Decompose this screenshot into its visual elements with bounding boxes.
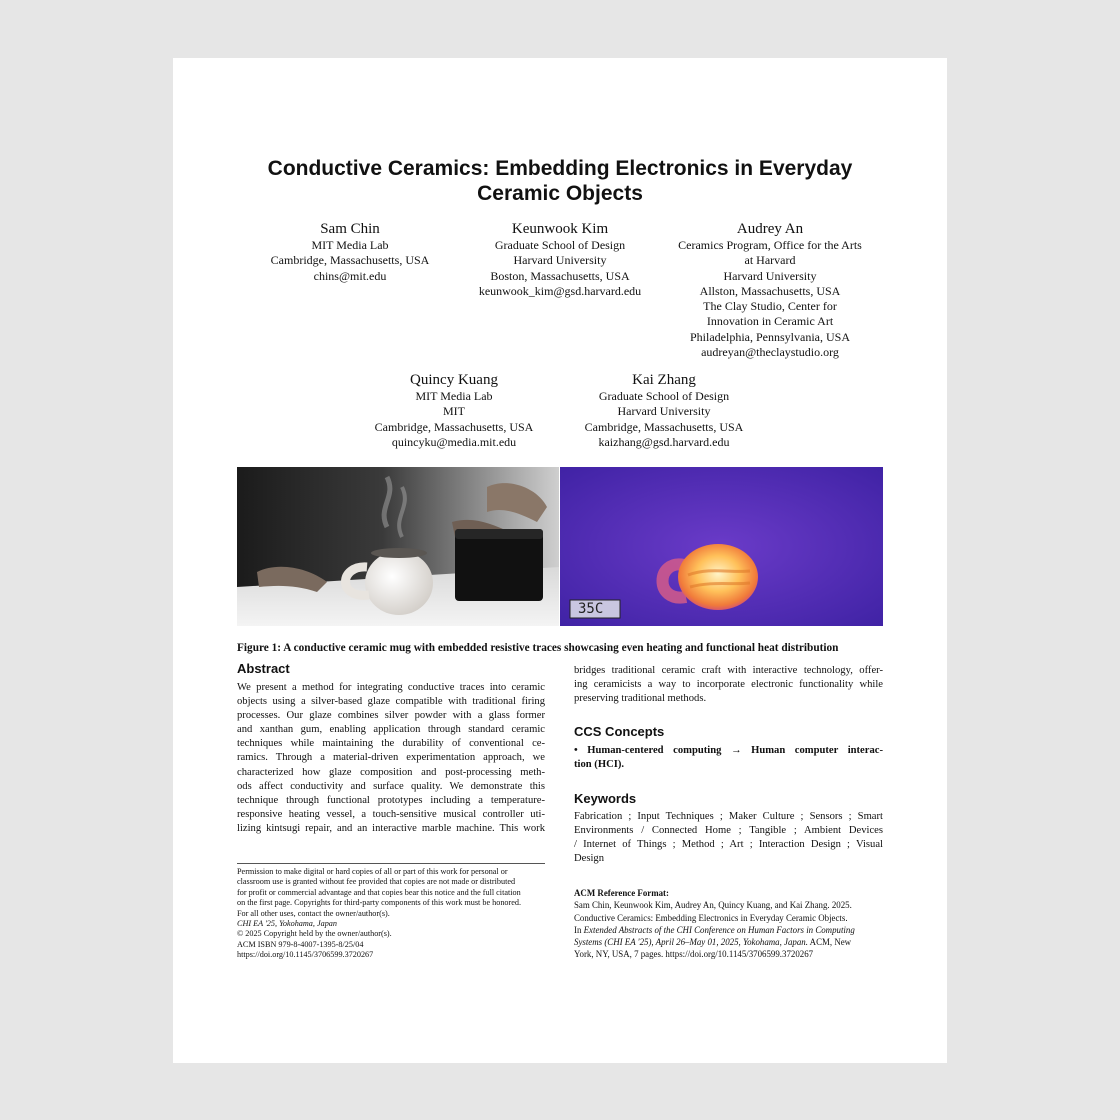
permission-line: Permission to make digital or hard copies of all or part of this work for personal or [237, 867, 508, 876]
photo-mug-steam [237, 467, 559, 626]
doi-link[interactable]: https://doi.org/10.1145/3706599.3720267 [237, 950, 374, 960]
reference-line [574, 924, 886, 936]
reference-venue: Extended Abstracts of the CHI Conference on Human Factors in Computing [583, 924, 855, 935]
keywords-heading: Keywords [574, 791, 637, 806]
abstract-line: preserving traditional methods. [574, 693, 707, 705]
author-email: quincyku@media.mit.edu [391, 434, 517, 449]
author-affiliation: MIT Media Lab [311, 238, 389, 252]
abstract-line: ods affect conductivity and surface quality. We demonstrate this [237, 780, 545, 792]
copyright: © 2025 Copyright held by the owner/author(s). [237, 929, 392, 939]
author-name: Audrey An [736, 221, 804, 237]
author-affiliation: The Clay Studio, Center for [703, 299, 837, 314]
abstract-line: ing ceramicists a way to incorporate electronic functionality while [574, 679, 883, 691]
abstract-line: responsive heating vessel, a touch-sensitive musical controller uti- [237, 808, 545, 820]
keywords-line: Environments / Connected Home ; Tangible ; Ambient Devices [574, 825, 883, 837]
abstract-line: ramics. Through a material-driven experimentation approach, we [237, 752, 545, 764]
abstract-line: lizing kintsugi repair, and an interactive marble machine. This work [237, 822, 545, 834]
abstract-line: We present a method for integrating conductive traces into ceramic [237, 682, 545, 693]
author-affiliation: Cambridge, Massachusetts, USA [374, 419, 534, 434]
keywords-line: Fabrication ; Input Techniques ; Maker Culture ; Sensors ; Smart [574, 811, 883, 822]
author-block [250, 220, 450, 284]
abstract-line: characterized how glaze composition and post-processing meth- [237, 766, 545, 778]
abstract-line: techniques while maintaining the durability of conventional ce- [237, 738, 545, 750]
reference-line: Sam Chin, Keunwook Kim, Audrey An, Quincy Kuang, and Kai Zhang. 2025. [574, 900, 852, 911]
ccs-line: • Human-centered computing → Human computer interac- [574, 745, 883, 756]
author-block [460, 220, 660, 299]
author-email: audreyan@theclaystudio.org [701, 345, 839, 360]
author-affiliation: Allston, Massachusetts, USA [699, 283, 841, 298]
author-affiliation: Harvard University [723, 268, 817, 283]
reference-heading: ACM Reference Format: [574, 888, 669, 898]
abstract-continued [574, 664, 883, 706]
permission-line: on the first page. Copyrights for third-party components of this work must be honored. [237, 898, 522, 908]
paper-title: Conductive Ceramics: Embedding Electronics in Everyday Ceramic Objects [267, 157, 853, 205]
abstract-body [237, 681, 545, 836]
author-affiliation: Boston, Massachusetts, USA [490, 268, 630, 283]
reference-line: York, NY, USA, 7 pages. https://doi.org/10.1145/3706599.3720267 [574, 949, 814, 960]
keywords-line: / Internet of Things ; Method ; Art ; Interaction Design ; Visual [574, 839, 883, 851]
author-affiliation: Harvard University [617, 404, 711, 419]
author-affiliation: Ceramics Program, Office for the Arts [678, 238, 862, 252]
keywords-body [574, 810, 883, 866]
footnote-rule [237, 863, 545, 864]
keywords-line: Design [574, 853, 605, 865]
reference-text: In [574, 924, 584, 935]
reference-line [574, 936, 886, 948]
reference-text: ACM, New [807, 937, 852, 948]
venue: CHI EA '25, Yokohama, Japan [237, 919, 337, 929]
author-affiliation: Innovation in Ceramic Art [706, 314, 834, 329]
abstract-line: and xanthan gum, enabling application through standard ceramic [237, 724, 545, 736]
author-email: keunwook_kim@gsd.harvard.edu [478, 283, 642, 298]
thermal-temperature-readout: 35C [578, 601, 604, 617]
permission-line: classroom use is granted without fee provided that copies are not made or distributed [237, 877, 516, 887]
reference-venue: Systems (CHI EA '25), April 26–May 01, 2025, Yokohama, Japan. [574, 937, 808, 948]
author-name: Quincy Kuang [410, 372, 498, 388]
abstract-line: processes. Our glaze combines silver powder with a glass former [237, 710, 545, 722]
ccs-line: tion (HCI). [574, 759, 625, 771]
figure-caption: Figure 1: A conductive ceramic mug with embedded resistive traces showcasing even heating and functional heat distribution [237, 642, 839, 654]
author-affiliation: Philadelphia, Pennsylvania, USA [690, 329, 850, 344]
abstract-line: technique through functional prototypes including a temperature- [237, 794, 545, 806]
author-block [564, 371, 764, 450]
permission-line: For all other uses, contact the owner/author(s). [237, 908, 390, 918]
author-email: chins@mit.edu [313, 268, 387, 283]
author-affiliation: Graduate School of Design [494, 238, 626, 252]
ccs-body [574, 744, 883, 772]
abstract-line: objects using a silver-based glaze compatible with traditional firing [237, 696, 545, 708]
thermal-image [560, 467, 883, 626]
author-email: kaizhang@gsd.harvard.edu [598, 434, 730, 449]
teaser-figure [237, 467, 883, 626]
author-affiliation: MIT Media Lab [415, 389, 493, 403]
ccs-heading: CCS Concepts [574, 724, 665, 739]
reference-format [574, 887, 886, 961]
author-affiliation: Graduate School of Design [598, 389, 730, 403]
author-affiliation: Cambridge, Massachusetts, USA [270, 253, 430, 268]
author-block [354, 371, 554, 450]
abstract-heading: Abstract [237, 661, 290, 676]
reference-line: Conductive Ceramics: Embedding Electronics in Everyday Ceramic Objects. [574, 912, 848, 923]
author-affiliation: Cambridge, Massachusetts, USA [584, 419, 744, 434]
abstract-line: bridges traditional ceramic craft with interactive technology, offer- [574, 665, 883, 676]
isbn: ACM ISBN 979-8-4007-1395-8/25/04 [237, 939, 364, 949]
permission-line: for profit or commercial advantage and that copies bear this notice and the full citation [237, 887, 521, 897]
permission-block [237, 867, 547, 961]
author-name: Kai Zhang [632, 372, 696, 388]
author-affiliation: at Harvard [744, 253, 796, 268]
author-block [670, 220, 870, 360]
paper-page [173, 58, 947, 1063]
author-name: Sam Chin [320, 221, 380, 237]
author-name: Keunwook Kim [511, 221, 609, 237]
author-affiliation: MIT [443, 404, 465, 419]
author-affiliation: Harvard University [513, 253, 607, 268]
